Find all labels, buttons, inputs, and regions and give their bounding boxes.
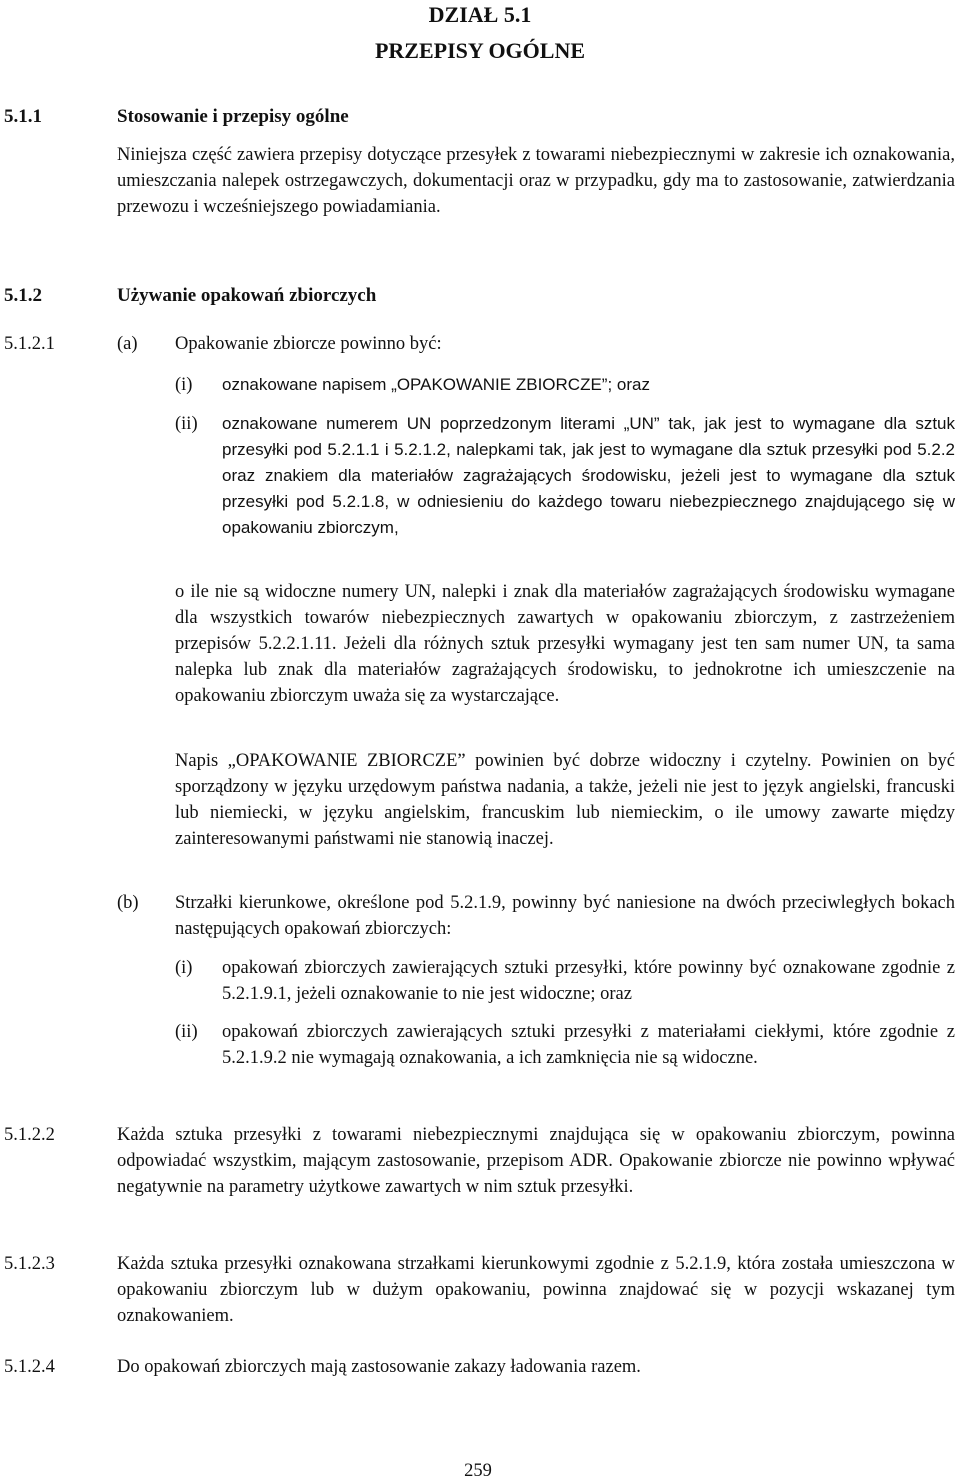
item-a-paragraph-1: o ile nie są widoczne numery UN, nalepki i znak dla materiałów zagrażających środowisku wymagane dla wszystkich towarów niebezpiecznych zawartych w opakowaniu zbiorczym, z zastrzeżeniem przepisów 5.2.2.1.11. Jeżeli dla różnych sztuk przesyłki wymagany jest ten sam numer UN, ta sama nalepka lub znak dla materiałów zagrażających środowisku, to jednokrotne ich umieszczenie na opakowaniu zbiorczym uważa się za wystarczające. — [175, 582, 955, 706]
subitem-label-b-i: (i) — [175, 958, 193, 978]
subitem-b-ii-text: opakowań zbiorczych zawierających sztuki przesyłki z materiałami ciekłymi, które zgodnie z 5.2.1.9.2 nie wymagają oznakowania, a ich zamknięcia nie są widoczne. — [222, 1022, 955, 1068]
chapter-title: PRZEPISY OGÓLNE — [374, 38, 586, 63]
paragraph-text-5124: Do opakowań zbiorczych mają zastosowanie zakazy ładowania razem. — [117, 1357, 641, 1377]
paragraph-number-5122: 5.1.2.2 — [4, 1125, 55, 1145]
item-a-paragraph-2: Napis „OPAKOWANIE ZBIORCZE” powinien być dobrze widoczny i czytelny. Powinien on być sporządzony w języku urzędowym państwa nadania, a także, jeżeli nie jest to język angielski, francuski lub niemiecki, w języku angielskim, francuskim lub niemieckim, o ile umowy zawarte między zainteresowanymi państwami nie stanowią inaczej. — [175, 751, 955, 849]
subitem-b-i-text: opakowań zbiorczych zawierających sztuki przesyłki, które powinny być oznakowane zgodnie z 5.2.1.9.1, jeżeli oznakowanie to nie jest widoczne; oraz — [222, 958, 955, 1004]
paragraph-number-5124: 5.1.2.4 — [4, 1357, 55, 1377]
section-title-511: Stosowanie i przepisy ogólne — [117, 106, 349, 127]
section-number-512: 5.1.2 — [4, 285, 42, 306]
section-number-511: 5.1.1 — [4, 106, 42, 127]
paragraph-number-5123: 5.1.2.3 — [4, 1254, 55, 1274]
subitem-label-a-ii: (ii) — [175, 414, 198, 434]
paragraph-text-5122: Każda sztuka przesyłki z towarami niebezpiecznymi znajdująca się w opakowaniu zbiorczym, powinna odpowiadać wszystkim, mającym zastosowanie, przepisom ADR. Opakowanie zbiorcze nie powinno wpływać negatywnie na parametry użytkowe zawartych w nim sztuk przesyłki. — [117, 1125, 955, 1197]
chapter-number: DZIAŁ 5.1 — [428, 2, 532, 27]
item-label-b: (b) — [117, 893, 139, 913]
item-a-intro: Opakowanie zbiorcze powinno być: — [175, 334, 442, 354]
paragraph-number-5121: 5.1.2.1 — [4, 334, 55, 354]
page-number: 259 — [464, 1461, 492, 1481]
item-b-intro: Strzałki kierunkowe, określone pod 5.2.1.9, powinny być naniesione na dwóch przeciwległych bokach następujących opakowań zbiorczych: — [175, 893, 955, 939]
section-text-511: Niniejsza część zawiera przepisy dotyczące przesyłek z towarami niebezpiecznymi w zakresie ich oznakowania, umieszczania nalepek ostrzegawczych, dokumentacji oraz w przypadku, gdy ma to zastosowanie, zatwierdzania przewozu i wcześniejszego powiadamiania. — [117, 145, 955, 217]
subitem-label-a-i: (i) — [175, 375, 193, 395]
subitem-a-ii-text: oznakowane numerem UN poprzedzonym literami „UN” tak, jak jest to wymagane dla sztuk przesyłki pod 5.2.1.1 i 5.2.1.2, nalepkami tak, jak jest to wymagane dla sztuk przesyłki pod 5.2.2 oraz znakiem dla materiałów zagrażających środowisku, jeżeli jest to wymagane dla sztuk przesyłki pod 5.2.1.8, w odniesieniu do każdego towaru niebezpiecznego znajdującego się w opakowaniu zbiorczym, — [222, 414, 955, 537]
item-label-a: (a) — [117, 334, 138, 354]
subitem-a-i-text: oznakowane napisem „OPAKOWANIE ZBIORCZE”; oraz — [222, 375, 650, 394]
section-title-512: Używanie opakowań zbiorczych — [117, 285, 377, 306]
subitem-label-b-ii: (ii) — [175, 1022, 198, 1042]
paragraph-text-5123: Każda sztuka przesyłki oznakowana strzałkami kierunkowymi zgodnie z 5.2.1.9, która została umieszczona w opakowaniu zbiorczym lub w dużym opakowaniu, powinna znajdować się w pozycji wskazanej tym oznakowaniem. — [117, 1254, 955, 1326]
